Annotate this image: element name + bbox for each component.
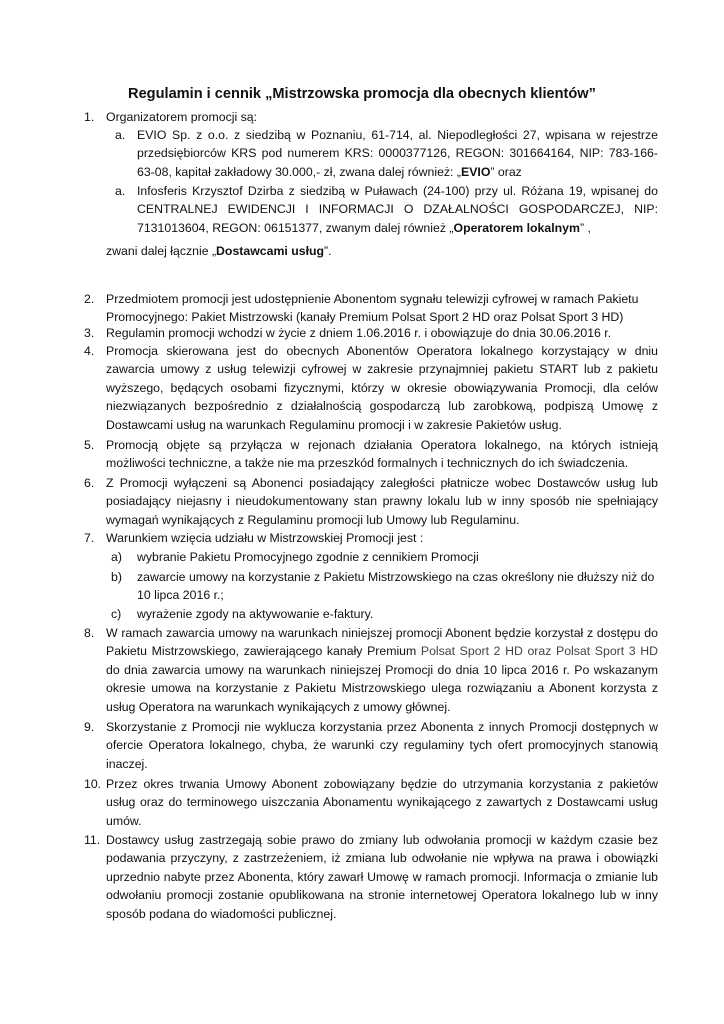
list-item-1 [84, 108, 658, 126]
joint-definition: zwani dalej łącznie „Dostawcami usług”. [106, 244, 332, 258]
list-number: 2. [84, 292, 95, 306]
defined-term-evio: EVIO [461, 164, 491, 179]
list-text: Regulamin promocji wchodzi w życie z dniem 1.06.2016 r. i obowiązuje do dnia 30.06.2016 r. [106, 326, 612, 340]
list-number: 4. [84, 344, 95, 358]
list-text: Organizatorem promocji są: [106, 110, 258, 124]
list-number: 6. [84, 476, 95, 490]
list-text: Z Promocji wyłączeni są Abonenci posiadający zaległości płatnicze wobec Dostawców usług lub posiadający niejasny i nieudokumentowany stan prawny lokalu lub w inny sposób nie spełniający wymagań wynikających z Regulaminu promocji lub Umowy lub Regulaminu. [106, 476, 658, 527]
list-item-6 [84, 474, 658, 529]
defined-term-providers: Dostawcami usług [216, 244, 325, 258]
sub-label: b) [111, 570, 122, 584]
list-item-5 [84, 436, 658, 473]
condition-c: c) wyrażenie zgody na aktywowanie e-faktury. [137, 605, 658, 623]
list-text: Warunkiem wzięcia udziału w Mistrzowskiej Promocji jest : [106, 531, 424, 545]
list-text: Przedmiotem promocji jest udostępnienie Abonentom sygnału telewizji cyfrowej w ramach Pakietu Promocyjnego: Pakiet Mistrzowski (kanały Premium Polsat Sport 2 HD oraz Polsat Sport 3 HD) [106, 292, 639, 325]
list-item-4 [84, 342, 658, 434]
channel-names: Polsat Sport 2 HD oraz Polsat Sport 3 HD [420, 644, 658, 659]
list-text: Dostawcy usług zastrzegają sobie prawo do zmiany lub odwołania promocji w każdym czasie bez podawania przyczyny, z zastrzeżeniem, iż zmiana lub odwołanie nie wpływa na prawa i obowiązki uprzednio nabyte przez Abonenta, który zawarł Umowę w ramach promocji. Informacja o zmianie lub odwołaniu promocji zostanie opublikowana na stronie internetowej Operatora lokalnego lub w inny sposób podana do wiadomości publicznej. [106, 833, 658, 921]
list-item-8: 8. W ramach zawarcia umowy na warunkach niniejszej promocji Abonent będzie korzystał z dostępu do Pakietu Mistrzowskiego, zawierającego kanały Premium Polsat Sport 2 HD oraz Polsat Sport 3 HD do dnia zawarcia umowy na warunkach niniejszej Promocji do dnia 10 lipca 2016 r. Po wskazanym okresie umowa na korzystanie z Pakietu Mistrzowskiego ulega rozwiązaniu a Abonent korzysta z usług Operatora na warunkach wynikających z umowy głównej. [84, 626, 658, 714]
condition-a: a) wybranie Pakietu Promocyjnego zgodnie z cennikiem Promocji [137, 548, 658, 566]
sub-item-evio: a. EVIO Sp. z o.o. z siedzibą w Poznaniu, 61-714, al. Niepodległości 27, wpisana w rejestrze przedsiębiorców KRS pod numerem KRS: 0000377126, REGON: 301664164, NIP: 783-166-63-08, kapitał zakładowy 30.000,- zł, zwana dalej również: „EVIO” oraz [115, 128, 658, 179]
list-text: Promocją objęte są przyłącza w rejonach działania Operatora lokalnego, na których istnieją możliwości techniczne, a także nie ma przeszkód formalnych i technicznych do ich świadczenia. [106, 438, 658, 471]
list-number: 9. [84, 720, 95, 734]
list-text: Przez okres trwania Umowy Abonent zobowiązany będzie do utrzymania korzystania z pakietów usług oraz do terminowego uiszczania Abonamentu wynikającego z zawartych z Dostawcami usług umów. [106, 777, 658, 828]
list-number: 11. [84, 833, 101, 847]
list-text: Promocja skierowana jest do obecnych Abonentów Operatora lokalnego korzystający w dniu zawarcia umowy z usług telewizji cyfrowej w zakresie przynajmniej pakietu START lub z pakietu wyższego, będących osobami fizycznymi, którzy w okresie obowiązywania Promocji, dla celów niezwiązanych bezpośrednio z działalnością gospodarczą lub zarobkową, podpiszą Umowę z Dostawcami usług na warunkach Regulaminu promocji i w zakresie Pakietów usług. [106, 344, 658, 432]
sub-item-infosferis: a. Infosferis Krzysztof Dzirba z siedzibą w Puławach (24-100) przy ul. Różana 19, wpisanej do CENTRALNEJ EWIDENCJI I INFORMACJI O DZAŁALNOŚCI GOSPODARCZEJ, NIP: 7131013604, REGON: 06151377, zwanym dalej również „Operatorem lokalnym” , [115, 184, 658, 235]
sub-label: a) [111, 550, 122, 564]
list-number: 1. [84, 110, 95, 124]
list-item-10 [84, 775, 658, 830]
list-number: 10. [84, 777, 102, 791]
sub-label: a. [115, 128, 126, 142]
list-item-7 [84, 529, 658, 547]
list-item-3 [84, 324, 658, 342]
list-number: 8. [84, 626, 95, 640]
list-number: 5. [84, 438, 95, 452]
sub-label: a. [115, 184, 126, 198]
defined-term-operator: Operatorem lokalnym [453, 220, 580, 235]
list-item-2 [84, 290, 658, 327]
list-text: Skorzystanie z Promocji nie wyklucza korzystania przez Abonenta z innych Promocji dostępnych w ofercie Operatora lokalnego, chyba, że warunki czy regulaminy tych ofert promocyjnych stanowią inaczej. [106, 720, 658, 771]
list-item-9 [84, 718, 658, 773]
condition-b: b) zawarcie umowy na korzystanie z Pakietu Mistrzowskiego na czas określony nie dłuższy niż do 10 lipca 2016 r.; [111, 570, 655, 603]
document-title: Regulamin i cennik „Mistrzowska promocja dla obecnych klientów” [128, 86, 596, 102]
list-item-11 [84, 831, 658, 923]
sub-label: c) [111, 607, 122, 621]
list-number: 7. [84, 531, 95, 545]
list-number: 3. [84, 326, 95, 340]
